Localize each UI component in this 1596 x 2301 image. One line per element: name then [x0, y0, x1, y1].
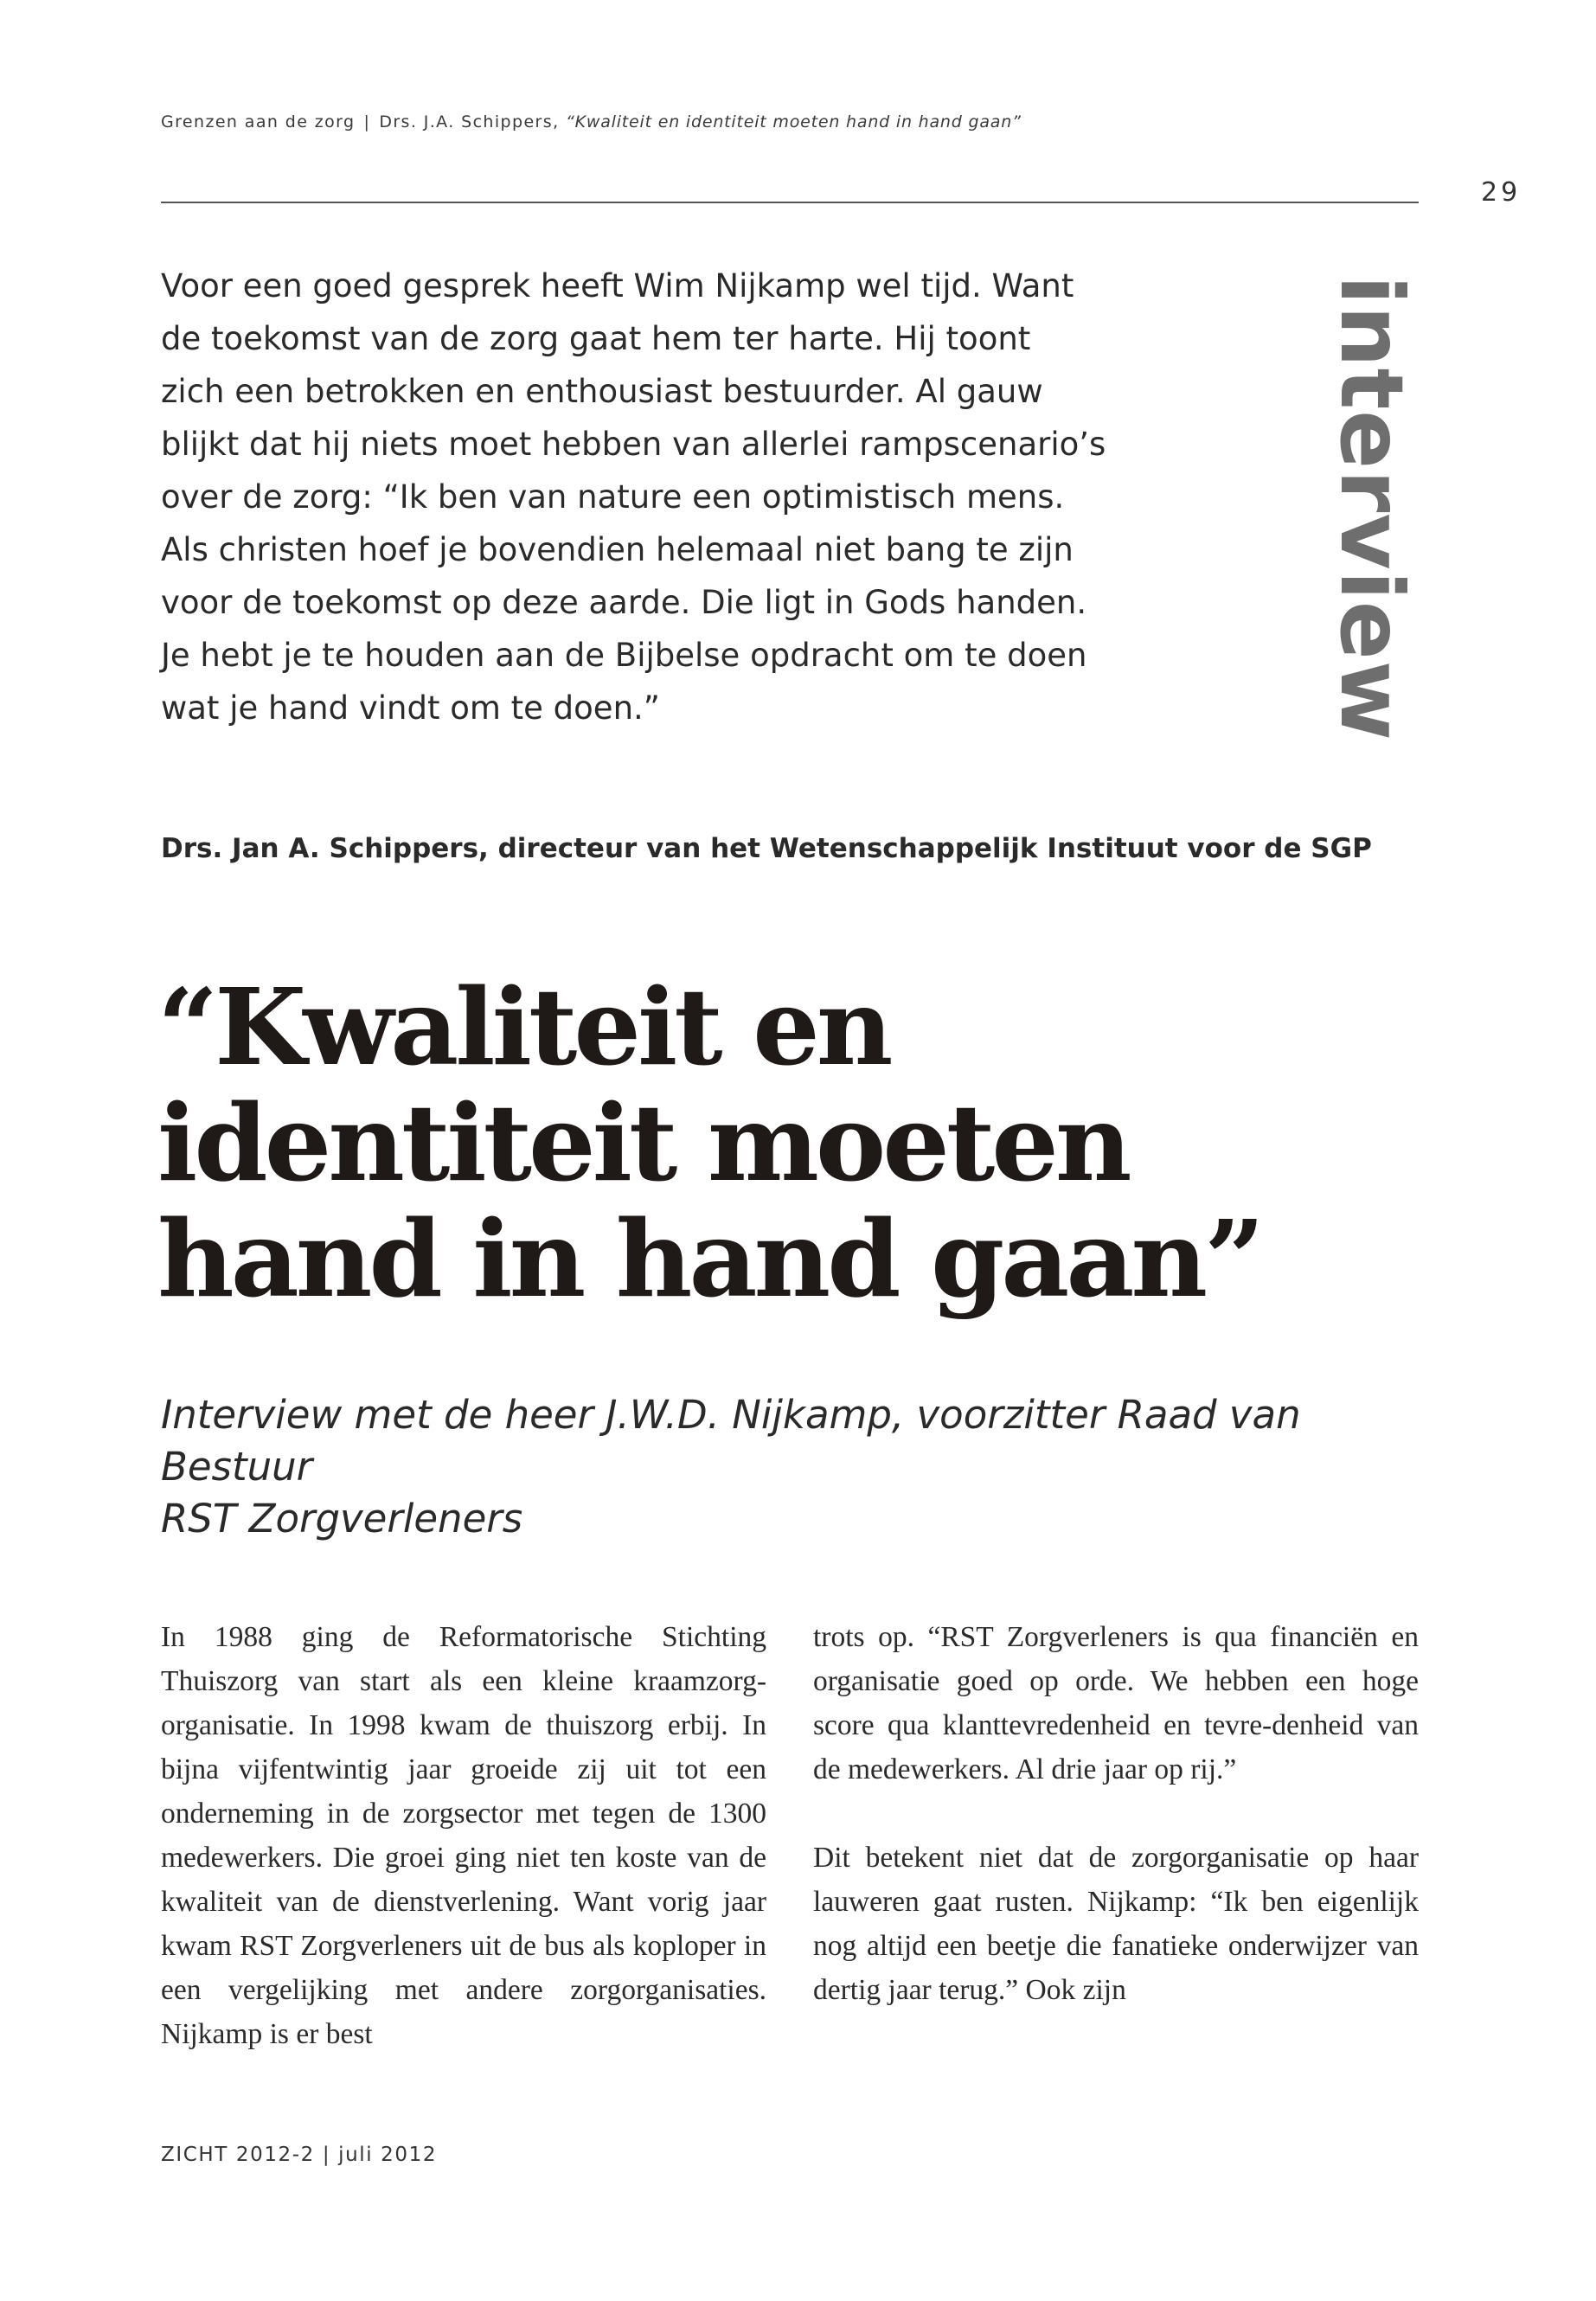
subtitle-line: Interview met de heer J.W.D. Nijkamp, voorzitter Raad van Bestuur: [161, 1392, 1301, 1490]
intro-line: Je hebt je te houden aan de Bijbelse opdracht om te doen: [161, 637, 1087, 674]
running-head-separator: |: [363, 112, 371, 131]
body-paragraph: trots op. “RST Zorgverleners is qua financiën en organisatie goed op orde. We hebben een hoge score qua klanttevredenheid en tevre-denheid van de medewerkers. Al drie jaar op rij.”: [813, 1621, 1419, 1785]
subtitle-line: RST Zorgverleners: [161, 1496, 523, 1541]
intro-line: de toekomst van de zorg gaat hem ter harte. Hij toont: [161, 320, 1031, 357]
author-byline: Drs. Jan A. Schippers, directeur van het Wetenschappelijk Instituut voor de SGP: [161, 833, 1372, 864]
body-column-right: [813, 1615, 1419, 2012]
intro-line: Voor een goed gesprek heeft Wim Nijkamp wel tijd. Want: [161, 267, 1074, 304]
article-headline: [157, 965, 1420, 1321]
headline-line: identiteit moeten: [157, 1080, 1129, 1205]
body-paragraph: In 1988 ging de Reformatorische Stichting Thuiszorg van start als een kleine kraamzorg-organisatie. In 1998 kwam de thuiszorg erbij. In bijna vijfentwintig jaar groeide zij uit tot een onderneming in de zorgsector met tegen de 1300 medewerkers. Die groei ging niet ten koste van de kwaliteit van de dienstverlening. Want vorig jaar kwam RST Zorgverleners uit de bus als koploper in een vergelijking met andere zorgorganisaties. Nijkamp is er best: [161, 1621, 766, 2050]
intro-paragraph: [161, 260, 1164, 734]
running-head-author: Drs. J.A. Schippers,: [379, 112, 560, 131]
intro-line: zich een betrokken en enthousiast bestuurder. Al gauw: [161, 373, 1043, 410]
footer-issue-info: ZICHT 2012-2 | juli 2012: [161, 2144, 438, 2166]
article-subtitle: [161, 1389, 1424, 1545]
intro-line: wat je hand vindt om te doen.”: [161, 689, 660, 727]
page-number: 29: [1481, 177, 1522, 208]
running-head-section: Grenzen aan de zorg: [161, 112, 356, 131]
intro-line: Als christen hoef je bovendien helemaal niet bang te zijn: [161, 531, 1074, 568]
intro-line: blijkt dat hij niets moet hebben van allerlei rampscenario’s: [161, 426, 1106, 463]
running-head: [161, 112, 1022, 131]
section-label: interview: [1321, 275, 1422, 742]
headline-line: hand in hand gaan”: [157, 1196, 1262, 1321]
body-column-left: [161, 1615, 766, 2056]
headline-line: “Kwaliteit en: [157, 965, 890, 1089]
intro-line: voor de toekomst op deze aarde. Die ligt in Gods handen.: [161, 584, 1087, 621]
header-rule: [161, 202, 1419, 203]
body-paragraph: Dit betekent niet dat de zorgorganisatie op haar lauweren gaat rusten. Nijkamp: “Ik ben eigenlijk nog altijd een beetje die fanatieke onderwijzer van dertig jaar terug.” Ook zijn: [813, 1842, 1419, 2006]
running-head-title: “Kwaliteit en identiteit moeten hand in hand gaan”: [565, 112, 1022, 131]
intro-line: over de zorg: “Ik ben van nature een optimistisch mens.: [161, 478, 1065, 516]
